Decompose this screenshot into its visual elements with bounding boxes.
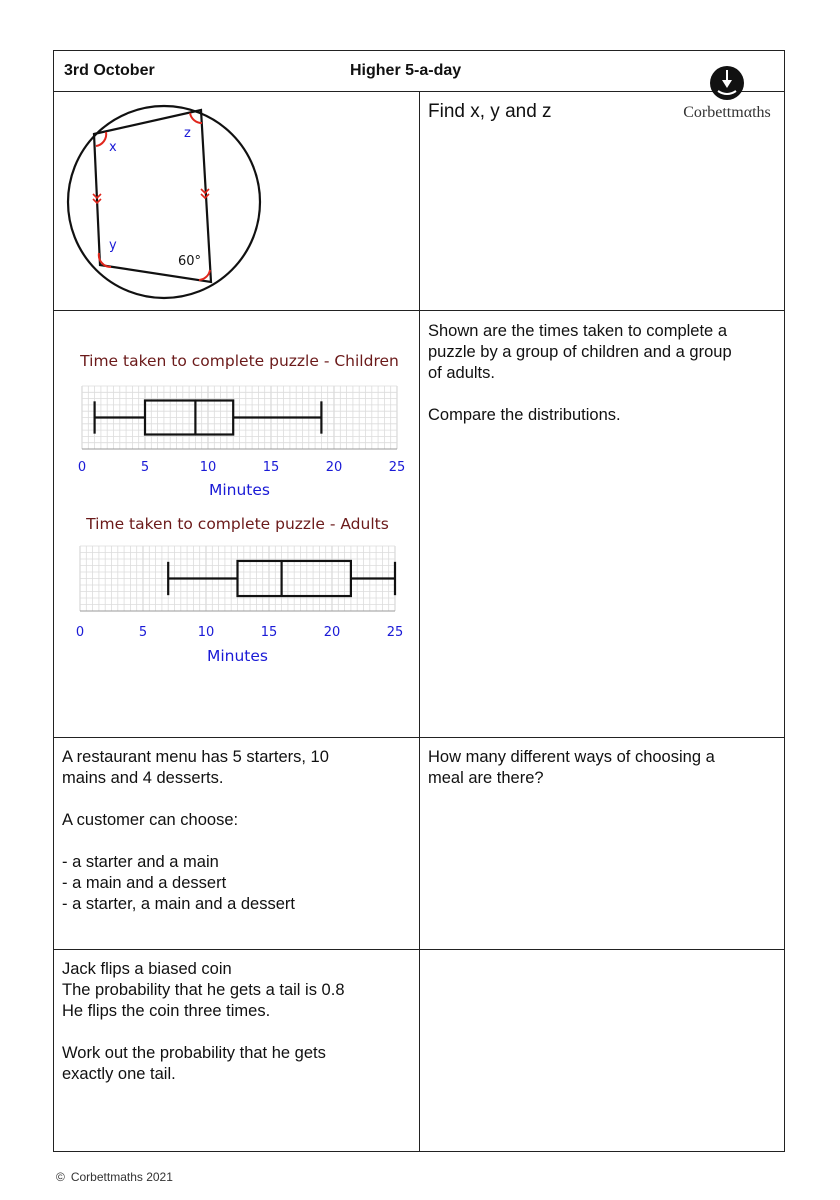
- q4-left-cell: [53, 949, 420, 1152]
- chart-0-title: Time taken to complete puzzle - Children: [80, 352, 399, 370]
- q3-left-cell: [53, 737, 420, 950]
- q2-prompt: Shown are the times taken to complete a puzzle by a group of children and a group of adults. Compare the distributions.: [428, 322, 732, 424]
- label-y: y: [109, 238, 117, 253]
- footer: [56, 1170, 173, 1184]
- tick-label: 0: [77, 460, 87, 475]
- tick-label: 0: [75, 625, 85, 640]
- worksheet-title: Higher 5-a-day: [350, 62, 462, 79]
- q3-question: How many different ways of choosing a meal are there?: [428, 748, 715, 787]
- logo-emblem-icon: [708, 64, 746, 102]
- label-x: x: [109, 140, 117, 155]
- label-60: 60°: [178, 254, 202, 269]
- angle-arc-60: [199, 270, 210, 280]
- q4-right-cell: [419, 949, 785, 1152]
- tick-label: 10: [197, 625, 215, 640]
- chart-1-title: Time taken to complete puzzle - Adults: [86, 515, 389, 533]
- copyright-icon: ©: [56, 1170, 65, 1184]
- tick-label: 25: [386, 625, 404, 640]
- worksheet: [53, 50, 785, 1152]
- date: 3rd October: [64, 62, 155, 79]
- chart-0-xlabel: Minutes: [208, 481, 271, 499]
- footer-text: Corbettmaths 2021: [70, 1170, 173, 1184]
- box-plots: [54, 311, 419, 737]
- tick-label: 25: [388, 460, 406, 475]
- q2-question-cell: [419, 310, 785, 738]
- q4-question: Jack flips a biased coin The probability that he gets a tail is 0.8 He flips the coin three times. Work out the probability that he gets exactly one tail.: [62, 960, 345, 1083]
- tick-label: 10: [199, 460, 217, 475]
- cyclic-quadrilateral-diagram: [54, 92, 419, 310]
- tick-label: 15: [260, 625, 278, 640]
- logo-text: Corbettmαths: [683, 104, 771, 121]
- chart-1-xlabel: Minutes: [206, 647, 269, 665]
- tick-label: 15: [262, 460, 280, 475]
- tick-label: 20: [325, 460, 343, 475]
- q1-question-cell: [419, 91, 785, 311]
- tick-label: 20: [323, 625, 341, 640]
- corbettmaths-logo: [672, 64, 782, 124]
- q1-prompt: Find x, y and z: [428, 101, 552, 122]
- tick-label: 5: [138, 625, 148, 640]
- q2-chart-cell: [53, 310, 420, 738]
- label-z: z: [184, 126, 191, 141]
- q1-diagram-cell: [53, 91, 420, 311]
- q3-right-cell: [419, 737, 785, 950]
- q3-context: A restaurant menu has 5 starters, 10 mains and 4 desserts. A customer can choose: - a starter and a main - a main and a dessert - a starter, a main and a dessert: [62, 748, 329, 913]
- tick-label: 5: [140, 460, 150, 475]
